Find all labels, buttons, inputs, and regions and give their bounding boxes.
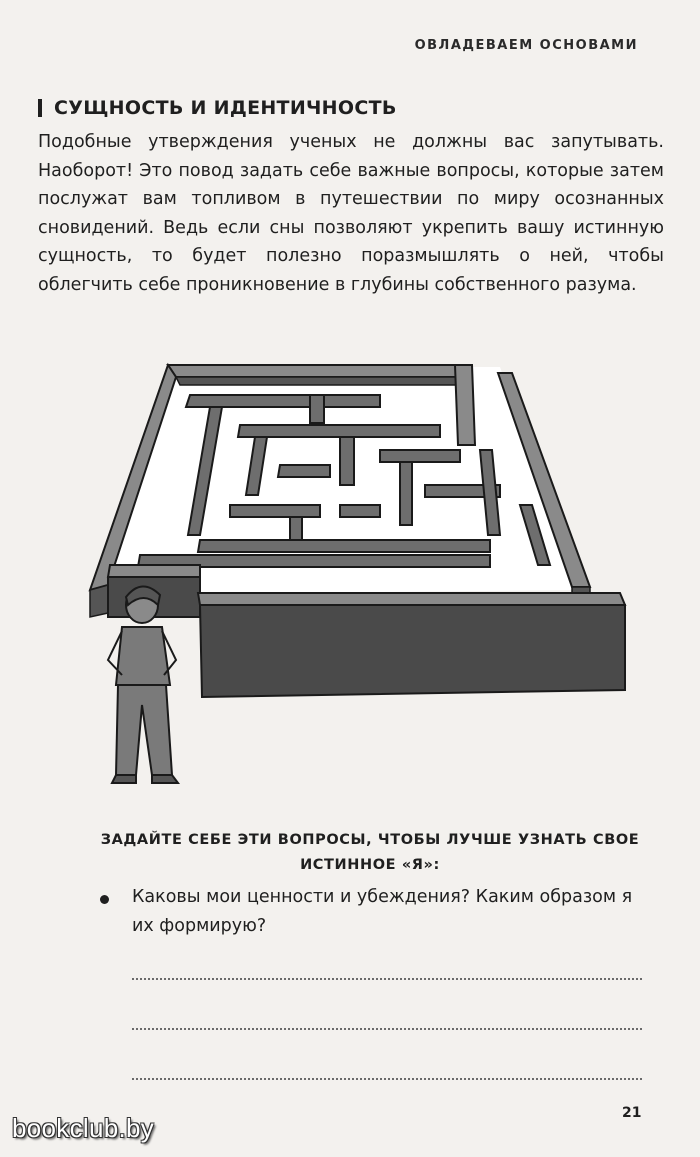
watermark: bookclub.by: [12, 1113, 155, 1143]
page-number: 21: [622, 1105, 642, 1121]
answer-line[interactable]: [132, 1028, 642, 1030]
maze-back-wall-face: [176, 377, 472, 385]
question-item: [100, 883, 642, 940]
questions-heading: ЗАДАЙТЕ СЕБЕ ЭТИ ВОПРОСЫ, ЧТОБЫ ЛУЧШЕ УЗНАТЬ СВОЕ ИСТИННОЕ «Я»:: [100, 832, 640, 873]
answer-line[interactable]: [132, 978, 642, 980]
section-bar: [38, 99, 42, 117]
maze-back-wall-top: [168, 365, 472, 377]
section-title: [38, 97, 397, 119]
maze-front-wall-left-top: [108, 565, 200, 577]
bullet-icon: [100, 895, 109, 904]
answer-line[interactable]: [132, 1078, 642, 1080]
maze-front-wall-right-top: [198, 593, 625, 605]
maze-icon: [80, 355, 640, 795]
section-title-text: СУЩНОСТЬ И ИДЕНТИЧНОСТЬ: [54, 97, 397, 119]
maze-left-wall-face: [90, 585, 108, 617]
maze-front-wall-right-face: [200, 605, 625, 697]
question-text: Каковы мои ценности и убеждения? Каким образом я их формирую?: [132, 887, 633, 936]
maze-illustration: [80, 355, 640, 795]
maze-right-wall-top: [455, 365, 475, 445]
running-head: ОВЛАДЕВАЕМ ОСНОВАМИ: [414, 38, 638, 53]
body-paragraph: Подобные утверждения ученых не должны вас запутывать. Наоборот! Это повод задать себе важные вопросы, которые затем послужат вам топливом в путешествии по миру осознанных сновидений. Ведь если сны позволяют укрепить вашу истинную сущность, то будет полезно поразмышлять о ней, чтобы облегчить себе проникновение в глубины собственного разума.: [38, 132, 664, 295]
